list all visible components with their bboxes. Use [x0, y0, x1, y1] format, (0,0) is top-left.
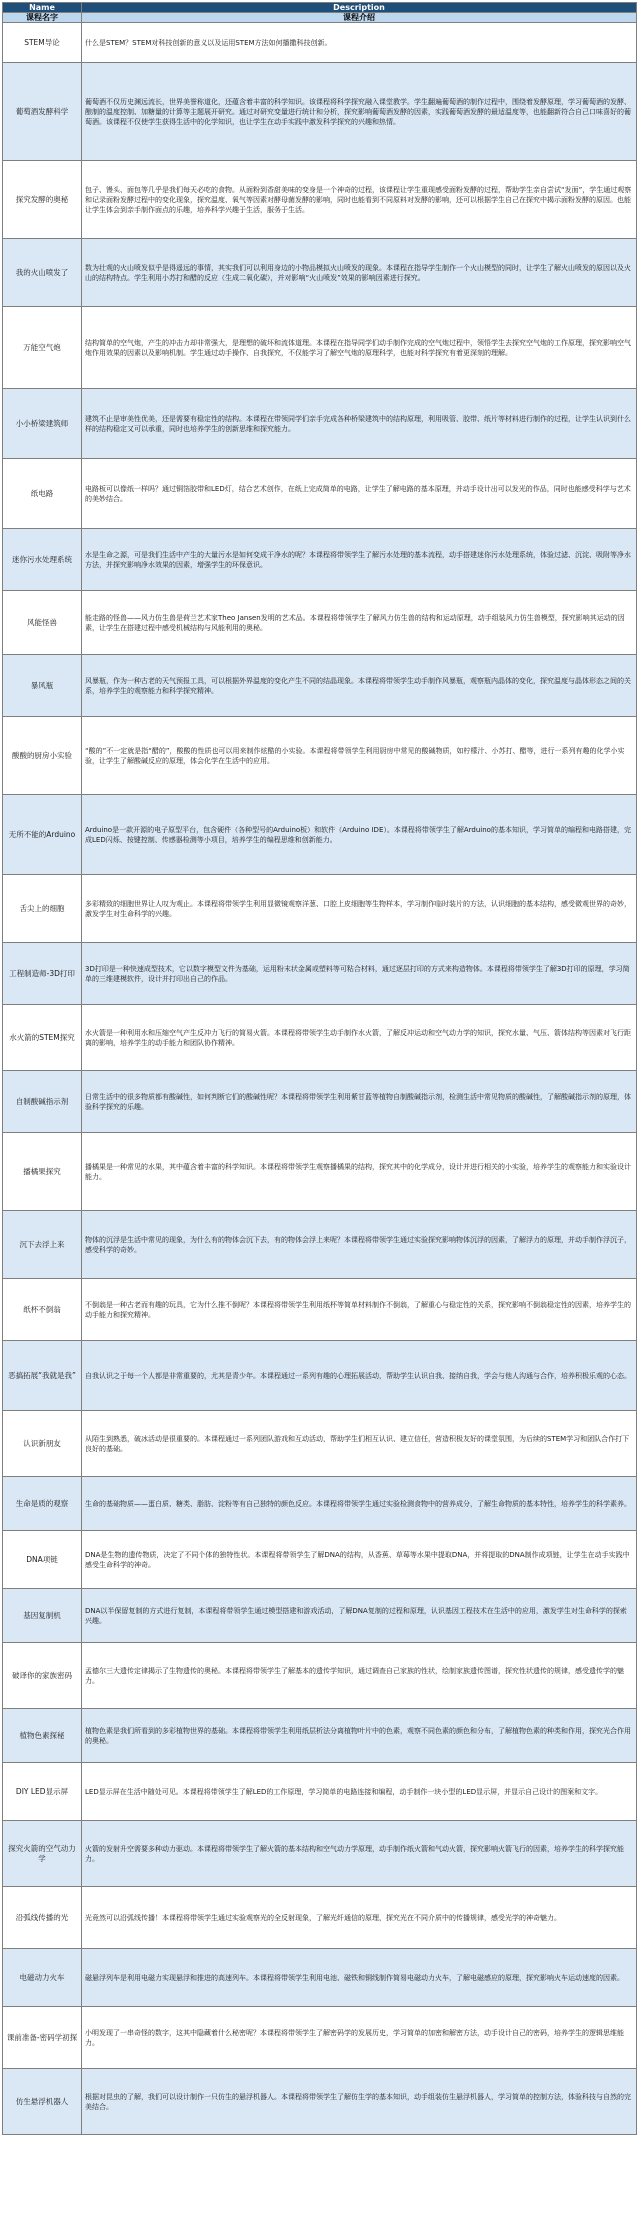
course-name-cell: 小小桥梁建筑师	[3, 389, 82, 459]
course-description-cell: 根据对昆虫的了解，我们可以设计制作一只仿生的悬浮机器人。本课程将带领学生了解仿生学的基本知识，动手组装仿生悬浮机器人，学习简单的控制方法，体验科技与自然的完美结合。	[82, 2069, 637, 2135]
table-row	[3, 1279, 637, 1341]
course-name-cell: 电磁动力火车	[3, 1949, 82, 2007]
table-row	[3, 63, 637, 161]
table-row	[3, 307, 637, 389]
course-table-sheet	[2, 2, 636, 2135]
table-row	[3, 1643, 637, 1709]
course-description-cell: Arduino是一款开源的电子原型平台，包含硬件（各种型号的Arduino板）和软件（Arduino IDE）。本课程将带领学生了解Arduino的基本知识，学习简单的编程和电路搭建，完成LED闪烁、按键控制、传感器检测等小项目，培养学生的编程思维和创新能力。	[82, 795, 637, 875]
course-description-cell: 孟德尔三大遗传定律揭示了生物遗传的奥秘。本课程将带领学生了解基本的遗传学知识，通过调查自己家族的性状，绘制家族遗传图谱，探究性状遗传的规律，感受遗传学的魅力。	[82, 1643, 637, 1709]
course-name-cell: 万能空气炮	[3, 307, 82, 389]
course-description-cell: LED显示屏在生活中随处可见。本课程将带领学生了解LED的工作原理，学习简单的电路连接和编程，动手制作一块小型的LED显示屏，并显示自己设计的图案和文字。	[82, 1763, 637, 1821]
course-description-cell: 从陌生到熟悉，破冰活动是很重要的。本课程通过一系列团队游戏和互动活动，帮助学生们相互认识、建立信任，营造积极友好的课堂氛围，为后续的STEM学习和团队合作打下良好的基础。	[82, 1411, 637, 1477]
course-name-cell: 自制酸碱指示剂	[3, 1071, 82, 1133]
course-description-cell: 日常生活中的很多物质都有酸碱性，如何判断它们的酸碱性呢？本课程将带领学生利用紫甘蓝等植物自制酸碱指示剂，检测生活中常见物质的酸碱性，了解酸碱指示剂的原理，体验科学探究的乐趣。	[82, 1071, 637, 1133]
table-row	[3, 1887, 637, 1949]
table-row	[3, 239, 637, 307]
course-name-cell: 基因复制机	[3, 1589, 82, 1643]
table-row	[3, 1133, 637, 1211]
name-column-header: Name	[3, 3, 82, 13]
course-description-cell: 小明发现了一串奇怪的数字，这其中隐藏着什么秘密呢？本课程将带领学生了解密码学的发展历史，学习简单的加密和解密方法，动手设计自己的密码，培养学生的逻辑思维能力。	[82, 2007, 637, 2069]
table-row	[3, 1949, 637, 2007]
course-description-cell: 数为壮观的火山喷发似乎是得遥远的事情，其实我们可以利用身边的小物品模拟火山喷发的现象。本课程在指导学生制作一个火山模型的同时，让学生了解火山喷发的原因以及火山的结构特点。学生利用小苏打和醋的反应（生成二氧化碳），并对影响“火山喷发”效果的影响因素进行探究。	[82, 239, 637, 307]
course-description-cell: 火箭的发射升空需要多种动力驱动。本课程将带领学生了解火箭的基本结构和空气动力学原理，动手制作纸火箭和气动火箭，探究影响火箭飞行的因素，培养学生的科学探究能力。	[82, 1821, 637, 1887]
table-row	[3, 1341, 637, 1411]
course-name-cell: 纸杯不倒翁	[3, 1279, 82, 1341]
course-name-cell: 破译你的家族密码	[3, 1643, 82, 1709]
course-name-cell: 课前准备-密码学初探	[3, 2007, 82, 2069]
course-description-cell: 葡萄酒不仅历史渊远流长，世界美誉称道化，还蕴含着丰富的科学知识。该课程将科学探究融入课堂教学。学生翻遍葡萄酒的制作过程中，围绕着发酵原理，学习葡萄酒的发酵、酿制的温度控制、加糖量的计算等主题展开研究。通过对研究变量进行统计和分析，探究影响葡萄酒发酵的因素，实践葡萄酒发酵的最适温度等，也能翻新符合自己口味喜好的葡萄酒。该课程不仅使学生获得生活中的化学知识，也让学生在动手实践中激发科学探究的兴趣和热情。	[82, 63, 637, 161]
course-name-cell: 舌尖上的细胞	[3, 875, 82, 943]
course-description-cell: DNA以半保留复制的方式进行复制，本课程将带领学生通过模型搭建和游戏活动，了解DNA复制的过程和原理，认识基因工程技术在生活中的应用，激发学生对生命科学的探索兴趣。	[82, 1589, 637, 1643]
course-name-subheader: 课程名字	[3, 13, 82, 23]
course-name-cell: 认识新朋友	[3, 1411, 82, 1477]
course-description-cell: 物体的沉浮是生活中常见的现象，为什么有的物体会沉下去，有的物体会浮上来呢？本课程将带领学生通过实验探究影响物体沉浮的因素，了解浮力的原理，并动手制作浮沉子，感受科学的奇妙。	[82, 1211, 637, 1279]
course-name-cell: DIY LED显示屏	[3, 1763, 82, 1821]
course-description-cell: 3D打印是一种快速成型技术，它以数字模型文件为基础，运用粉末状金属或塑料等可粘合材料，通过逐层打印的方式来构造物体。本课程将带领学生了解3D打印的原理，学习简单的三维建模软件，设计并打印出自己的作品。	[82, 943, 637, 1005]
header-row	[3, 3, 637, 13]
course-description-cell: 自我认识之于每一个人都是非常重要的，尤其是青少年。本课程通过一系列有趣的心理拓展活动，帮助学生认识自我、接纳自我，学会与他人沟通与合作，培养积极乐观的心态。	[82, 1341, 637, 1411]
table-row	[3, 1411, 637, 1477]
table-row	[3, 943, 637, 1005]
table-row	[3, 389, 637, 459]
course-name-cell: 工程制造师-3D打印	[3, 943, 82, 1005]
course-name-cell: 葡萄酒发酵科学	[3, 63, 82, 161]
course-description-cell: “酸的”不一定就是指“醋的”，酸酸的性质也可以用来制作炫酷的小实验。本课程将带领学生利用厨房中常见的酸碱物质，如柠檬汁、小苏打、醋等，进行一系列有趣的化学小实验，让学生了解酸碱反应的原理，体会化学在生活中的应用。	[82, 717, 637, 795]
table-row	[3, 1071, 637, 1133]
course-name-cell: 沉下去浮上来	[3, 1211, 82, 1279]
table-row	[3, 2007, 637, 2069]
course-name-cell: 探究火箭的空气动力学	[3, 1821, 82, 1887]
table-row	[3, 529, 637, 591]
course-description-cell: 植物色素是我们所看到的多彩植物世界的基础。本课程将带领学生利用纸层析法分离植物叶片中的色素，观察不同色素的颜色和分布，了解植物色素的种类和作用，探究光合作用的奥秘。	[82, 1709, 637, 1763]
course-name-cell: 酸酸的厨房小实验	[3, 717, 82, 795]
table-row	[3, 795, 637, 875]
table-row	[3, 1709, 637, 1763]
course-name-cell: 植物色素探秘	[3, 1709, 82, 1763]
table-row	[3, 1005, 637, 1071]
table-row	[3, 591, 637, 655]
course-description-cell: 电路板可以像纸一样吗？通过铜箔胶带和LED灯，结合艺术创作，在纸上完成简单的电路，让学生了解电路的基本原理，并动手设计出可以发光的作品，同时也能感受科学与艺术的美妙结合。	[82, 459, 637, 529]
course-name-cell: 我的火山喷发了	[3, 239, 82, 307]
table-row	[3, 1211, 637, 1279]
table-row	[3, 23, 637, 63]
course-description-cell: 水火箭是一种利用水和压缩空气产生反冲力飞行的简易火箭。本课程将带领学生动手制作水火箭，了解反冲运动和空气动力学的知识，探究水量、气压、箭体结构等因素对飞行距离的影响，培养学生的动手能力和团队协作精神。	[82, 1005, 637, 1071]
table-row	[3, 2069, 637, 2135]
table-row	[3, 1589, 637, 1643]
table-row	[3, 459, 637, 529]
course-name-cell: 风能怪兽	[3, 591, 82, 655]
course-name-cell: 水火箭的STEM探究	[3, 1005, 82, 1071]
course-description-cell: 包子、馒头、面包等几乎是我们每天必吃的食物。从面粉到香甜美味的变身是一个神奇的过程，该课程让学生重现感受面粉发酵的过程，帮助学生亲自尝试“发面”，学生通过观察和记录面粉发酵过程中的变化现象，探究温度、氧气等因素对酵母菌发酵的影响，同时也能看到不同原料对发酵的影响，还可以根据学生自己在探究中揭示面粉发酵的原因。也能让学生体会到亲手制作面点的乐趣，培养科学兴趣于生活，服务于生活。	[82, 161, 637, 239]
table-row	[3, 161, 637, 239]
course-description-cell: 生命的基础物质——蛋白质、糖类、脂肪、淀粉等有自己独特的颜色反应。本课程将带领学生通过实验检测食物中的营养成分，了解生命物质的基本特性，培养学生的科学素养。	[82, 1477, 637, 1531]
course-description-cell: DNA是生物的遗传物质，决定了不同个体的独特性状。本课程将带领学生了解DNA的结构，从香蕉、草莓等水果中提取DNA，并将提取的DNA制作成项链，让学生在动手实践中感受生命科学的神奇。	[82, 1531, 637, 1589]
course-name-cell: STEM导论	[3, 23, 82, 63]
course-name-cell: 迷你污水处理系统	[3, 529, 82, 591]
course-name-cell: 无所不能的Arduino	[3, 795, 82, 875]
course-description-cell: 多彩精致的细胞世界让人叹为观止。本课程将带领学生利用显微镜观察洋葱、口腔上皮细胞等生物样本，学习制作临时装片的方法，认识细胞的基本结构，感受微观世界的奇妙，激发学生对生命科学的兴趣。	[82, 875, 637, 943]
course-name-cell: DNA项链	[3, 1531, 82, 1589]
table-row	[3, 717, 637, 795]
course-name-cell: 纸电路	[3, 459, 82, 529]
table-row	[3, 1821, 637, 1887]
course-description-cell: 什么是STEM？STEM对科技创新的意义以及运用STEM方法如何播撒科技创新。	[82, 23, 637, 63]
table-row	[3, 1477, 637, 1531]
course-name-cell: 暴风瓶	[3, 655, 82, 717]
table-row	[3, 655, 637, 717]
course-description-cell: 风暴瓶，作为一种古老的天气预报工具，可以根据外界温度的变化产生不同的结晶现象。本课程将带领学生动手制作风暴瓶，观察瓶内晶体的变化，探究温度与晶体形态之间的关系，培养学生的观察能力和科学探究精神。	[82, 655, 637, 717]
course-name-cell: 恶搞拓展“我就是我”	[3, 1341, 82, 1411]
course-description-cell: 建筑不止是审美性优美，还是需要有稳定性的结构。本课程在带领同学们亲手完成各种桥梁建筑中的结构原理，利用吸管、胶带、纸片等材料进行制作的过程，让学生认识到什么样的结构稳定又可以承重，同时也培养学生的创新思维和探究能力。	[82, 389, 637, 459]
course-description-cell: 磁悬浮列车是利用电磁力实现悬浮和推进的高速列车。本课程将带领学生利用电池、磁铁和铜线制作简易电磁动力火车，了解电磁感应的原理，探究影响火车运动速度的因素。	[82, 1949, 637, 2007]
course-table	[2, 2, 637, 2135]
course-description-cell: 不倒翁是一种古老而有趣的玩具，它为什么推不倒呢？本课程将带领学生利用纸杯等简单材料制作不倒翁，了解重心与稳定性的关系，探究影响不倒翁稳定性的因素，培养学生的动手能力和探究精神。	[82, 1279, 637, 1341]
table-row	[3, 1531, 637, 1589]
course-name-cell: 探究发酵的奥秘	[3, 161, 82, 239]
course-description-cell: 水是生命之源，可是我们生活中产生的大量污水是如何变成干净水的呢？本课程将带领学生了解污水处理的基本流程，动手搭建迷你污水处理系统，体验过滤、沉淀、吸附等净水方法，并探究影响净水效果的因素，增强学生的环保意识。	[82, 529, 637, 591]
table-row	[3, 1763, 637, 1821]
course-description-cell: 光竟然可以沿弧线传播！本课程将带领学生通过实验观察光的全反射现象，了解光纤通信的原理，探究光在不同介质中的传播规律，感受光学的神奇魅力。	[82, 1887, 637, 1949]
course-intro-subheader: 课程介绍	[82, 13, 637, 23]
course-name-cell: 沿弧线传播的光	[3, 1887, 82, 1949]
table-row	[3, 875, 637, 943]
course-name-cell: 仿生悬浮机器人	[3, 2069, 82, 2135]
subheader-row	[3, 13, 637, 23]
course-description-cell: 结构简单的空气炮，产生的冲击力却非常强大，是理想的破坏和流体道理。本课程在指导同学们动手制作完成的空气炮过程中，领悟学生去探究空气炮的工作原理，探究影响空气炮作用效果的因素以及影响机制。学生通过动手操作、自我探究，不仅能学习了解空气炮的原理科学，也能对科学探究有着更深刻的理解。	[82, 307, 637, 389]
course-name-cell: 播橘果探究	[3, 1133, 82, 1211]
course-description-cell: 播橘果是一种常见的水果，其中蕴含着丰富的科学知识。本课程将带领学生观察播橘果的结构，探究其中的化学成分，设计并进行相关的小实验，培养学生的观察能力和实验设计能力。	[82, 1133, 637, 1211]
description-column-header: Description	[82, 3, 637, 13]
course-name-cell: 生命是质的观察	[3, 1477, 82, 1531]
course-description-cell: 能走路的怪兽——风力仿生兽是荷兰艺术家Theo Jansen发明的艺术品。本课程将带领学生了解风力仿生兽的结构和运动原理，动手组装风力仿生兽模型，探究影响其运动的因素，让学生在搭建过程中感受机械结构与风能利用的奥秘。	[82, 591, 637, 655]
